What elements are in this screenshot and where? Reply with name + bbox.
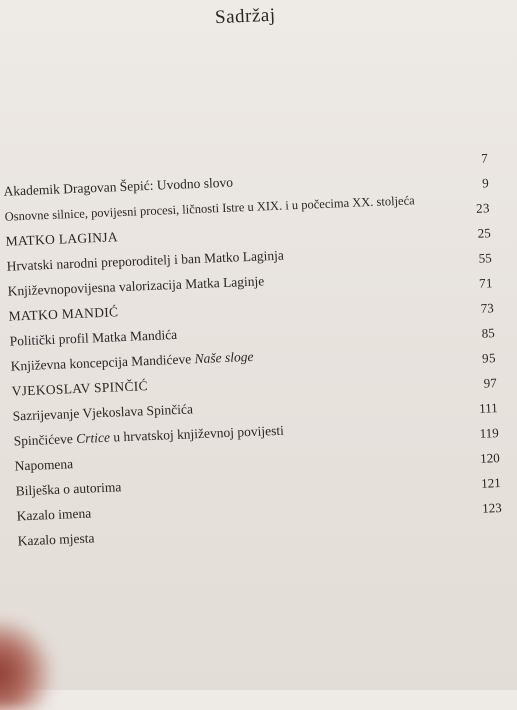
toc-entry-title: Bilješka o autorima [15, 479, 122, 499]
toc-entry-title: Akademik Dragovan Šepić: Uvodno slovo [3, 174, 234, 199]
toc-page-number: 121 [480, 475, 502, 491]
page-title: Sadržaj [214, 4, 276, 29]
toc-entry-title: Kazalo imena [16, 505, 92, 524]
toc-page-number: 71 [478, 275, 493, 291]
toc-entry-title: Spinčićeve Crtice u hrvatskoj književnoj povijesti [13, 422, 285, 449]
toc-page-number: 85 [481, 325, 496, 341]
toc-page-number: 7 [480, 150, 488, 166]
toc-entry-title: Sazrijevanje Vjekoslava Spinčića [12, 401, 194, 424]
toc-page-number: 119 [479, 425, 500, 441]
toc-page-number: 25 [477, 225, 491, 241]
toc-entry-title: Napomena [14, 456, 74, 474]
toc-entry-title: Politički profil Matka Mandića [9, 326, 178, 349]
toc-entry-title: MATKO MANDIĆ [8, 304, 119, 324]
toc-page-number: 95 [481, 350, 497, 366]
toc-page-number: 111 [478, 400, 499, 416]
toc-page-number: 123 [481, 500, 503, 516]
toc-entry-title: Hrvatski narodni preporoditelj i ban Matko Laginja [6, 247, 285, 274]
toc-entry-title: Književnopovijesna valorizacija Matka Laginje [7, 273, 265, 299]
finger-shadow [0, 620, 60, 710]
toc-page-number: 97 [483, 375, 498, 391]
toc-page-number: 120 [479, 450, 501, 466]
toc-page-number: 23 [475, 200, 490, 216]
toc-entry-title: Osnovne silnice, povijesni procesi, ličnosti Istre u XIX. i u počecima XX. stoljeća [4, 193, 415, 224]
toc-page-number: 73 [480, 300, 494, 316]
toc-entry-title: Kazalo mjesta [17, 530, 95, 549]
toc-entry-title: Književna koncepcija Mandićeve Naše sloge [10, 348, 254, 374]
toc-entry-title: MATKO LAGINJA [5, 229, 119, 249]
toc-page-number: 9 [481, 175, 489, 191]
toc-entry-title: VJEKOSLAV SPINČIĆ [11, 378, 149, 399]
toc-page-number: 55 [478, 250, 492, 266]
